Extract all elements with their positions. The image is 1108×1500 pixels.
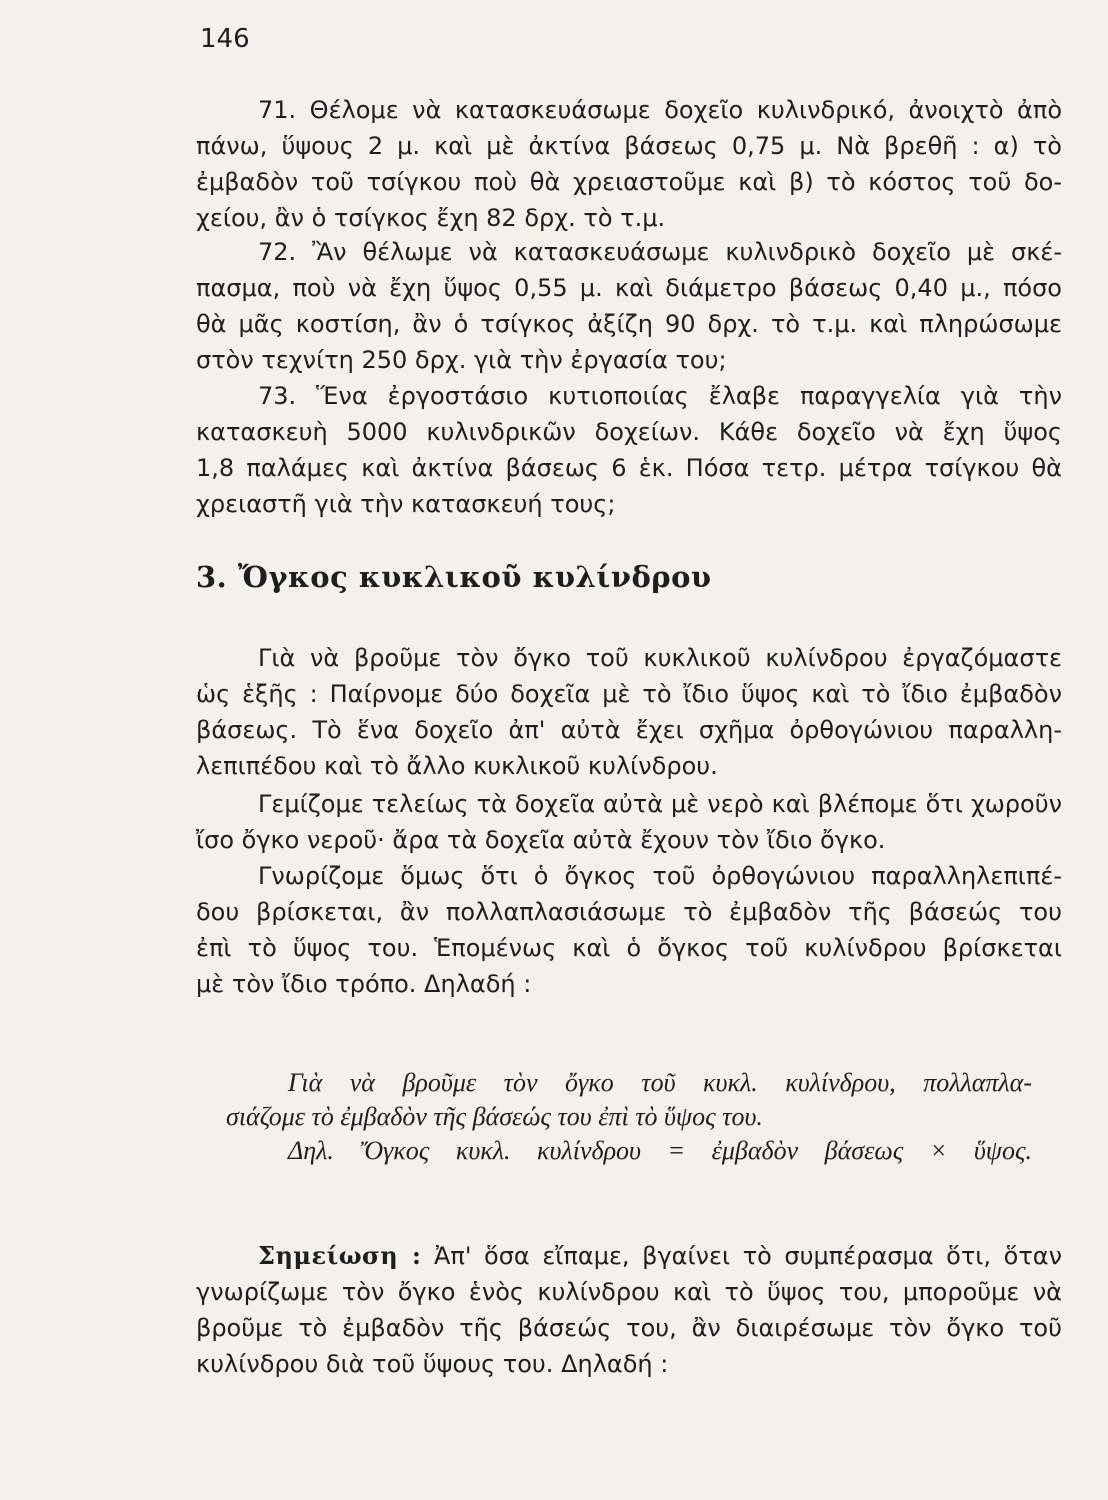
section-heading: 3. Ὄγκος κυκλικοῦ κυλίνδρου — [196, 560, 712, 594]
text-line: γνωρίζωμε τὸν ὄγκο ἑνὸς κυλίνδρου καὶ τὸ ὕψος του, μποροῦμε νὰ — [196, 1278, 1062, 1306]
text-line: βροῦμε τὸ ἐμβαδὸν τῆς βάσεώς του, ἂν διαιρέσωμε τὸν ὄγκο τοῦ — [196, 1314, 1062, 1342]
formula-line: Δηλ. Ὄγκος κυκλ. κυλίνδρου = ἐμβαδὸν βάσεως × ὕψος. — [288, 1136, 1032, 1165]
text-line: κυλίνδρου διὰ τοῦ ὕψους του. Δηλαδή : — [196, 1350, 669, 1378]
text-line: λεπιπέδου καὶ τὸ ἄλλο κυκλικοῦ κυλίνδρου. — [196, 752, 718, 780]
text-line — [196, 1238, 1062, 1274]
text-line: 72. Ἂν θέλωμε νὰ κατασκευάσωμε κυλινδρικὸ δοχεῖο μὲ σκέ- — [258, 238, 1062, 266]
text-line: Γεμίζομε τελείως τὰ δοχεῖα αὐτὰ μὲ νερὸ καὶ βλέπομε ὅτι χωροῦν — [258, 790, 1062, 818]
text-line: 1,8 παλάμες καὶ ἀκτίνα βάσεως 6 ἑκ. Πόσα τετρ. μέτρα τσίγκου θὰ — [196, 454, 1062, 482]
note-text: Ἀπ' ὅσα εἴπαμε, βγαίνει τὸ συμπέρασμα ὅτι, ὅταν — [433, 1242, 1062, 1270]
text-line: στὸν τεχνίτη 250 δρχ. γιὰ τὴν ἐργασία του; — [196, 346, 727, 374]
text-line: χείου, ἂν ὁ τσίγκος ἔχη 82 δρχ. τὸ τ.μ. — [196, 204, 666, 232]
text-line: δου βρίσκεται, ἂν πολλαπλασιάσωμε τὸ ἐμβαδὸν τῆς βάσεώς του — [196, 898, 1062, 926]
text-line: μὲ τὸν ἴδιο τρόπο. Δηλαδή : — [196, 970, 532, 998]
text-line: ἴσο ὄγκο νεροῦ· ἄρα τὰ δοχεῖα αὐτὰ ἔχουν τὸν ἴδιο ὄγκο. — [196, 826, 886, 854]
text-line: θὰ μᾶς κοστίση, ἂν ὁ τσίγκος ἀξίζη 90 δρχ. τὸ τ.μ. καὶ πληρώσωμε — [196, 310, 1062, 338]
text-line: σιάζομε τὸ ἐμβαδὸν τῆς βάσεώς του ἐπὶ τὸ ὕψος του. — [226, 1102, 763, 1131]
text-line: Γνωρίζομε ὅμως ὅτι ὁ ὄγκος τοῦ ὀρθογώνιου παραλληλεπιπέ- — [258, 862, 1062, 890]
text-line: Γιὰ νὰ βροῦμε τὸν ὄγκο τοῦ κυκλ. κυλίνδρου, πολλαπλα- — [288, 1068, 1032, 1097]
note-label: Σημείωση : — [258, 1241, 422, 1270]
page-number: 146 — [200, 24, 250, 54]
exercise-72 — [196, 234, 1062, 378]
paragraph — [196, 858, 1062, 1002]
exercise-73 — [196, 378, 1062, 522]
text-line: ὡς ἑξῆς : Παίρνομε δύο δοχεῖα μὲ τὸ ἴδιο ὕψος καὶ τὸ ἴδιο ἐμβαδὸν — [196, 680, 1062, 708]
text-line: βάσεως. Τὸ ἕνα δοχεῖο ἀπ' αὐτὰ ἔχει σχῆμα ὀρθογώνιου παραλλη- — [196, 716, 1062, 744]
exercise-71 — [196, 92, 1062, 236]
text-line: χρειαστῆ γιὰ τὴν κατασκευή τους; — [196, 490, 616, 518]
paragraph — [196, 786, 1062, 858]
text-line: 71. Θέλομε νὰ κατασκευάσωμε δοχεῖο κυλινδρικό, ἀνοιχτὸ ἀπὸ — [258, 96, 1062, 124]
text-line: 73. Ἕνα ἐργοστάσιο κυτιοποιίας ἔλαβε παραγγελία γιὰ τὴν — [258, 382, 1062, 410]
note — [196, 1238, 1062, 1382]
text-line: Γιὰ νὰ βροῦμε τὸν ὄγκο τοῦ κυκλικοῦ κυλίνδρου ἐργαζόμαστε — [258, 644, 1062, 672]
text-line: πασμα, ποὺ νὰ ἔχη ὕψος 0,55 μ. καὶ διάμετρο βάσεως 0,40 μ., πόσο — [196, 274, 1062, 302]
text-line: ἐπὶ τὸ ὕψος του. Ἑπομένως καὶ ὁ ὄγκος τοῦ κυλίνδρου βρίσκεται — [196, 934, 1062, 962]
text-line: πάνω, ὕψους 2 μ. καὶ μὲ ἀκτίνα βάσεως 0,75 μ. Νὰ βρεθῆ : α) τὸ — [196, 132, 1062, 160]
text-line: κατασκευὴ 5000 κυλινδρικῶν δοχείων. Κάθε δοχεῖο νὰ ἔχη ὕψος — [196, 418, 1062, 446]
rule-box — [226, 1066, 1032, 1168]
text-line: ἐμβαδὸν τοῦ τσίγκου ποὺ θὰ χρειαστοῦμε καὶ β) τὸ κόστος τοῦ δο- — [196, 168, 1062, 196]
paragraph — [196, 640, 1062, 784]
